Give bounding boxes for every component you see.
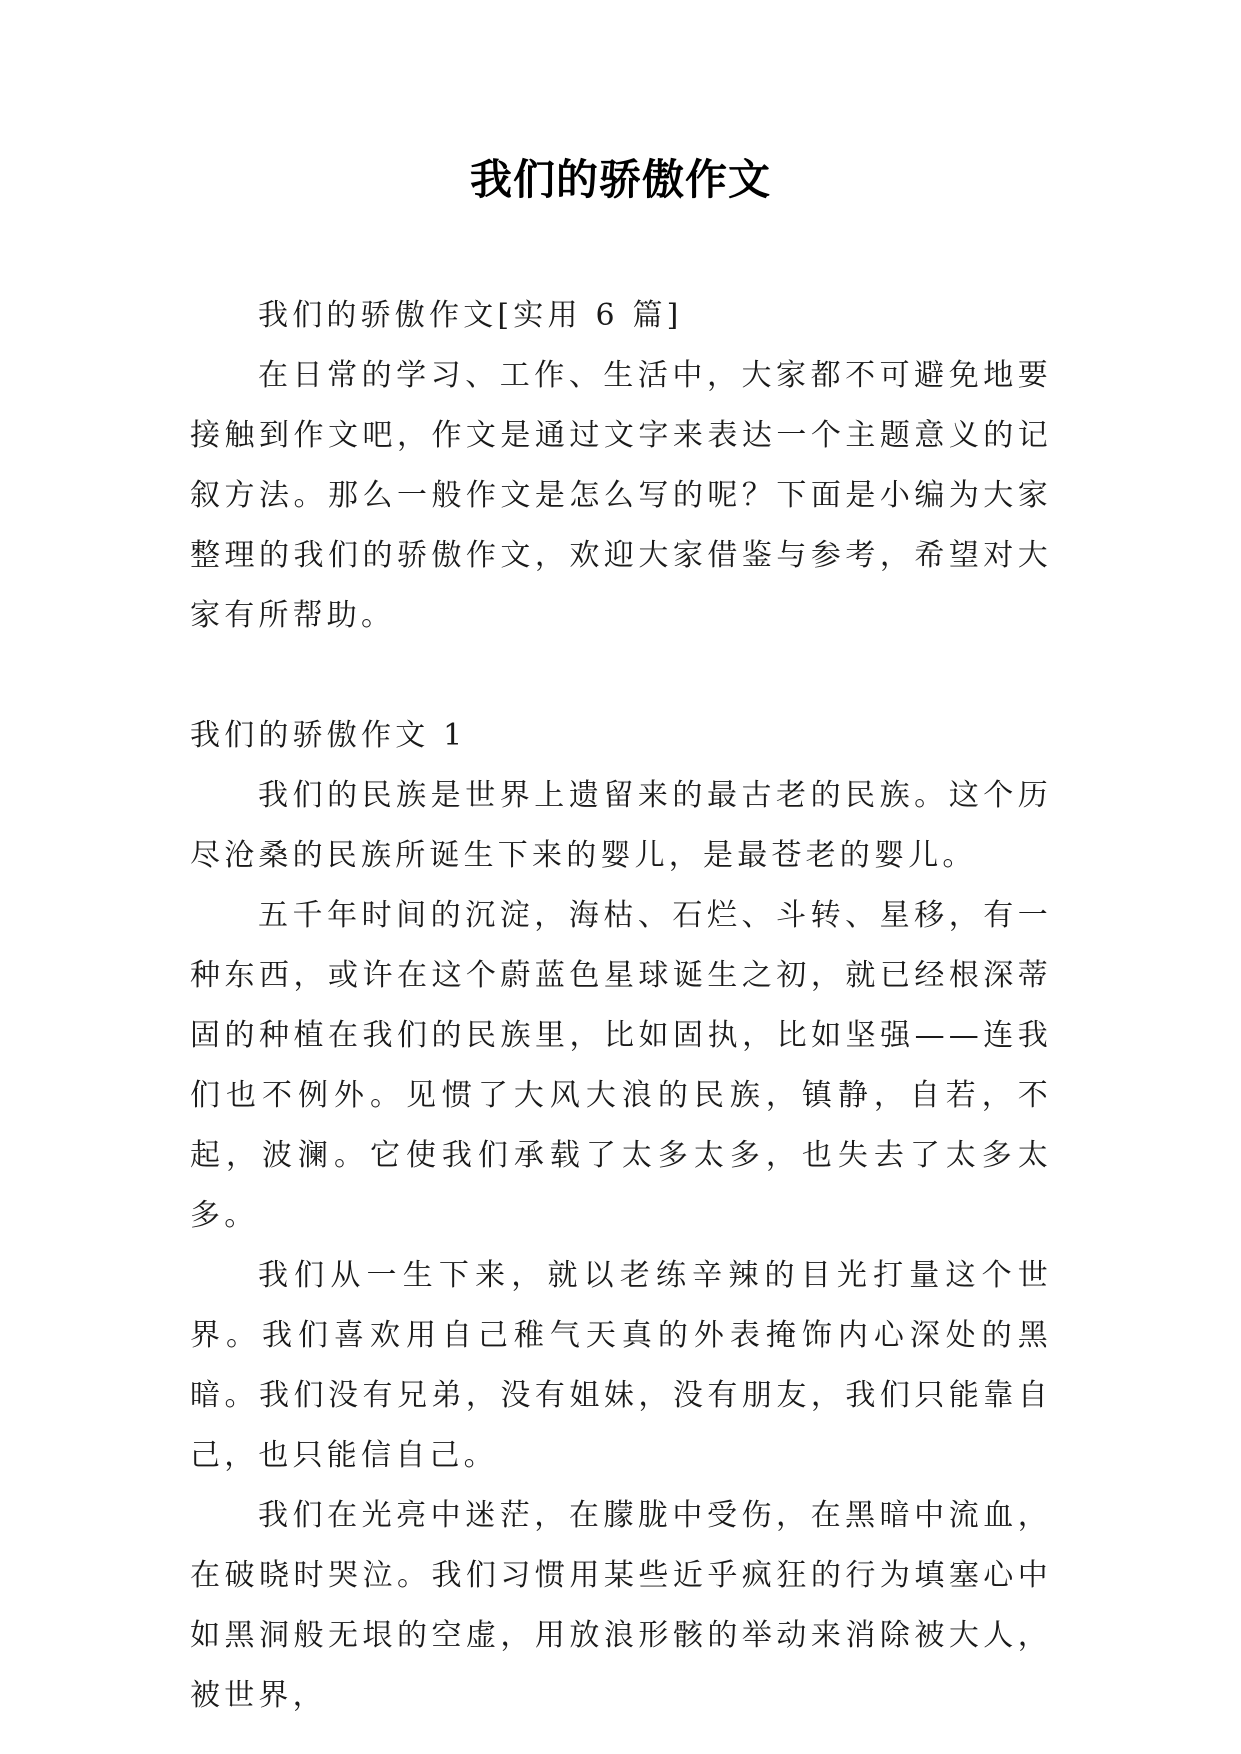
section-paragraph: 我们从一生下来，就以老练辛辣的目光打量这个世界。我们喜欢用自己稚气天真的外表掩饰内心深处的黑暗。我们没有兄弟，没有姐妹，没有朋友，我们只能靠自己，也只能信自己。 [190, 1258, 1052, 1473]
intro-paragraph: 在日常的学习、工作、生活中，大家都不可避免地要接触到作文吧，作文是通过文字来表达一个主题意义的记叙方法。那么一般作文是怎么写的呢？下面是小编为大家整理的我们的骄傲作文，欢迎大家借鉴与参考，希望对大家有所帮助。 [190, 358, 1052, 633]
section-paragraph: 我们的民族是世界上遗留来的最古老的民族。这个历尽沧桑的民族所诞生下来的婴儿，是最苍老的婴儿。 [190, 778, 1052, 873]
document-subtitle: 我们的骄傲作文[实用 6 篇] [258, 298, 683, 333]
document-title: 我们的骄傲作文 [469, 155, 771, 204]
section-heading: 我们的骄傲作文 1 [190, 718, 467, 753]
section-paragraph: 五千年时间的沉淀，海枯、石烂、斗转、星移，有一种东西，或许在这个蔚蓝色星球诞生之初，就已经根深蒂固的种植在我们的民族里，比如固执，比如坚强——连我们也不例外。见惯了大风大浪的民族，镇静，自若，不起，波澜。它使我们承载了太多太多，也失去了太多太多。 [190, 898, 1052, 1233]
document-body [190, 286, 1052, 1726]
section-paragraph: 我们在光亮中迷茫，在朦胧中受伤，在黑暗中流血，在破晓时哭泣。我们习惯用某些近乎疯狂的行为填塞心中如黑洞般无垠的空虚，用放浪形骸的举动来消除被大人，被世界， [190, 1498, 1052, 1713]
